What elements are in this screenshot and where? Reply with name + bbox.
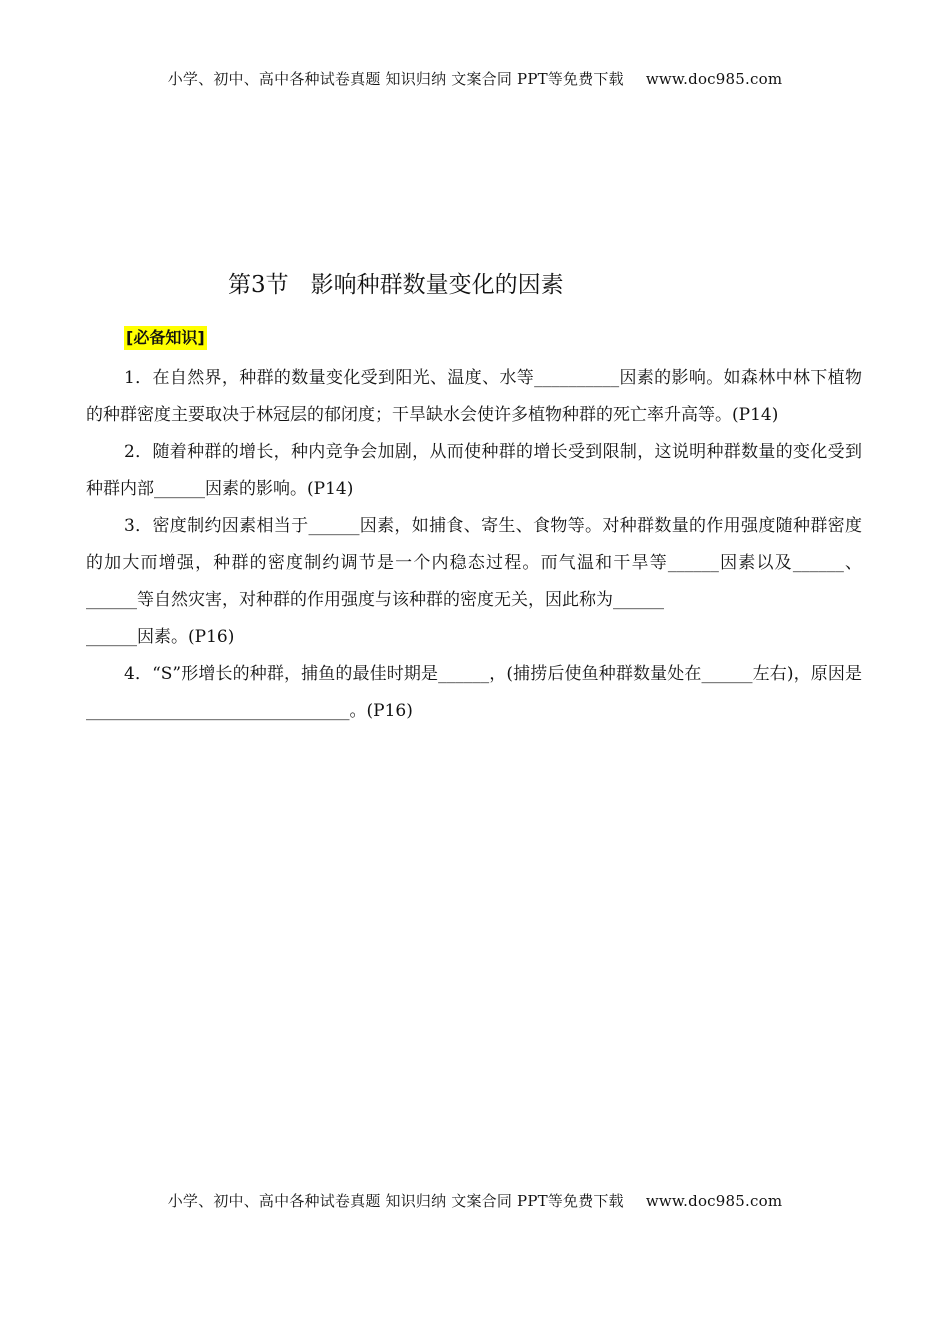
question-2: 2．随着种群的增长，种内竞争会加剧，从而使种群的增长受到限制，这说明种群数量的变化受到种群内部______因素的影响。(P14) [86,442,862,499]
page-header [0,68,950,89]
question-3: 3．密度制约因素相当于______因素，如捕食、寄生、食物等。对种群数量的作用强度随种群密度的加大而增强，种群的密度制约调节是一个内稳态过程。而气温和干旱等______因素以及______、______等自然灾害，对种群的作用强度与该种群的密度无关，因此称为______ [86,516,862,610]
header-text: 小学、初中、高中各种试卷真题 知识归纳 文案合同 PPT等免费下载 [167,70,624,88]
knowledge-badge: [必备知识] [124,326,207,350]
page-footer [0,1190,950,1211]
section-number: 第3节 [228,272,289,298]
question-list [86,360,862,730]
header-url[interactable]: www.doc985.com [645,70,783,88]
question-1: 1．在自然界，种群的数量变化受到阳光、温度、水等__________因素的影响。如森林中林下植物的种群密度主要取决于林冠层的郁闭度；干旱缺水会使许多植物种群的死亡率升高等。(P14) [86,368,862,425]
footer-text: 小学、初中、高中各种试卷真题 知识归纳 文案合同 PPT等免费下载 [167,1192,624,1210]
footer-url[interactable]: www.doc985.com [645,1192,783,1210]
section-title [228,266,564,299]
question-3-continuation: ______因素。(P16) [86,627,235,647]
question-4: 4．“S”形增长的种群，捕鱼的最佳时期是______，(捕捞后使鱼种群数量处在______左右)，原因是 _______________________________。(P16) [86,664,862,721]
section-name: 影响种群数量变化的因素 [310,272,564,298]
